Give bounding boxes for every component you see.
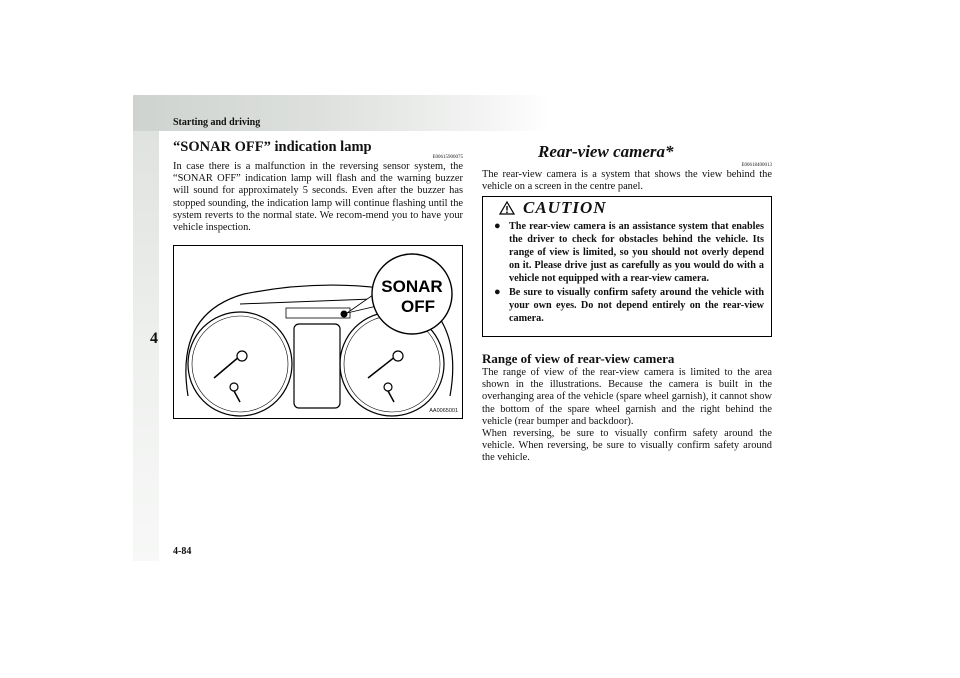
- camera-intro: The rear-view camera is a system that shows the view behind the vehicle on a screen in the centre panel.: [482, 169, 772, 193]
- sonar-paragraph: In case there is a malfunction in the reversing sensor system, the “SONAR OFF” indication lamp will flash and the warning buzzer will sound for approximately 5 seconds. Even after the buzzer has stopped sounding, the indication lamp will continue flashing until the system reverts to the normal state. We recom-mend you to have your vehicle inspection.: [173, 161, 463, 234]
- instrument-cluster-illustration: [174, 246, 462, 418]
- camera-section: [482, 143, 772, 193]
- sonar-code: E00615900075: [432, 155, 463, 160]
- instrument-cluster-figure: [173, 245, 463, 419]
- range-text: [482, 367, 772, 465]
- range-paragraph-2: When reversing, be sure to visually confirm safety around the vehicle. When reversing, be sure to visually confirm safety around the vehicle.: [482, 428, 772, 464]
- caution-header: [483, 197, 771, 219]
- figure-code: AA0065001: [429, 408, 458, 414]
- caution-item: [483, 220, 771, 285]
- range-paragraph-1: The range of view of the rear-view camera is limited to the area shown in the illustrations. Because the camera is built in the overhanging area of the vehicle (spare wheel garnish), it cannot show the bottom of the spare wheel garnish and the right behind the vehicle (rear bumper and backdoor).: [482, 367, 772, 427]
- caution-item-text: The rear-view camera is an assistance system that enables the driver to check for obstacles behind the vehicle. Its range of view is limited, so you should not overly depend on it. Please drive just as carefully as you would do with a vehicle not equipped with a rear-view camera.: [509, 221, 764, 284]
- section-title: Starting and driving: [173, 117, 261, 128]
- warning-triangle-icon: [499, 201, 515, 215]
- sonar-badge-line1: SONAR: [381, 277, 443, 296]
- caution-item: [483, 286, 771, 325]
- sonar-section: [173, 139, 463, 234]
- caution-item-text: Be sure to visually confirm safety around the vehicle with your own eyes. Do not depend entirely on the rear-view camera.: [509, 287, 764, 324]
- bullet-icon: ●: [494, 286, 501, 298]
- sonar-badge-line2: OFF: [401, 297, 435, 316]
- indicator-dot: [341, 311, 348, 318]
- camera-code: E00618400013: [741, 163, 772, 168]
- page-number: 4-84: [173, 546, 192, 557]
- range-heading: Range of view of rear-view camera: [482, 351, 675, 366]
- caution-box: [482, 196, 772, 337]
- bullet-icon: ●: [494, 220, 501, 232]
- sonar-heading: “SONAR OFF” indication lamp: [173, 139, 372, 155]
- caution-label: CAUTION: [523, 198, 607, 217]
- chapter-number: 4: [150, 330, 158, 347]
- camera-heading: Rear-view camera*: [538, 142, 674, 161]
